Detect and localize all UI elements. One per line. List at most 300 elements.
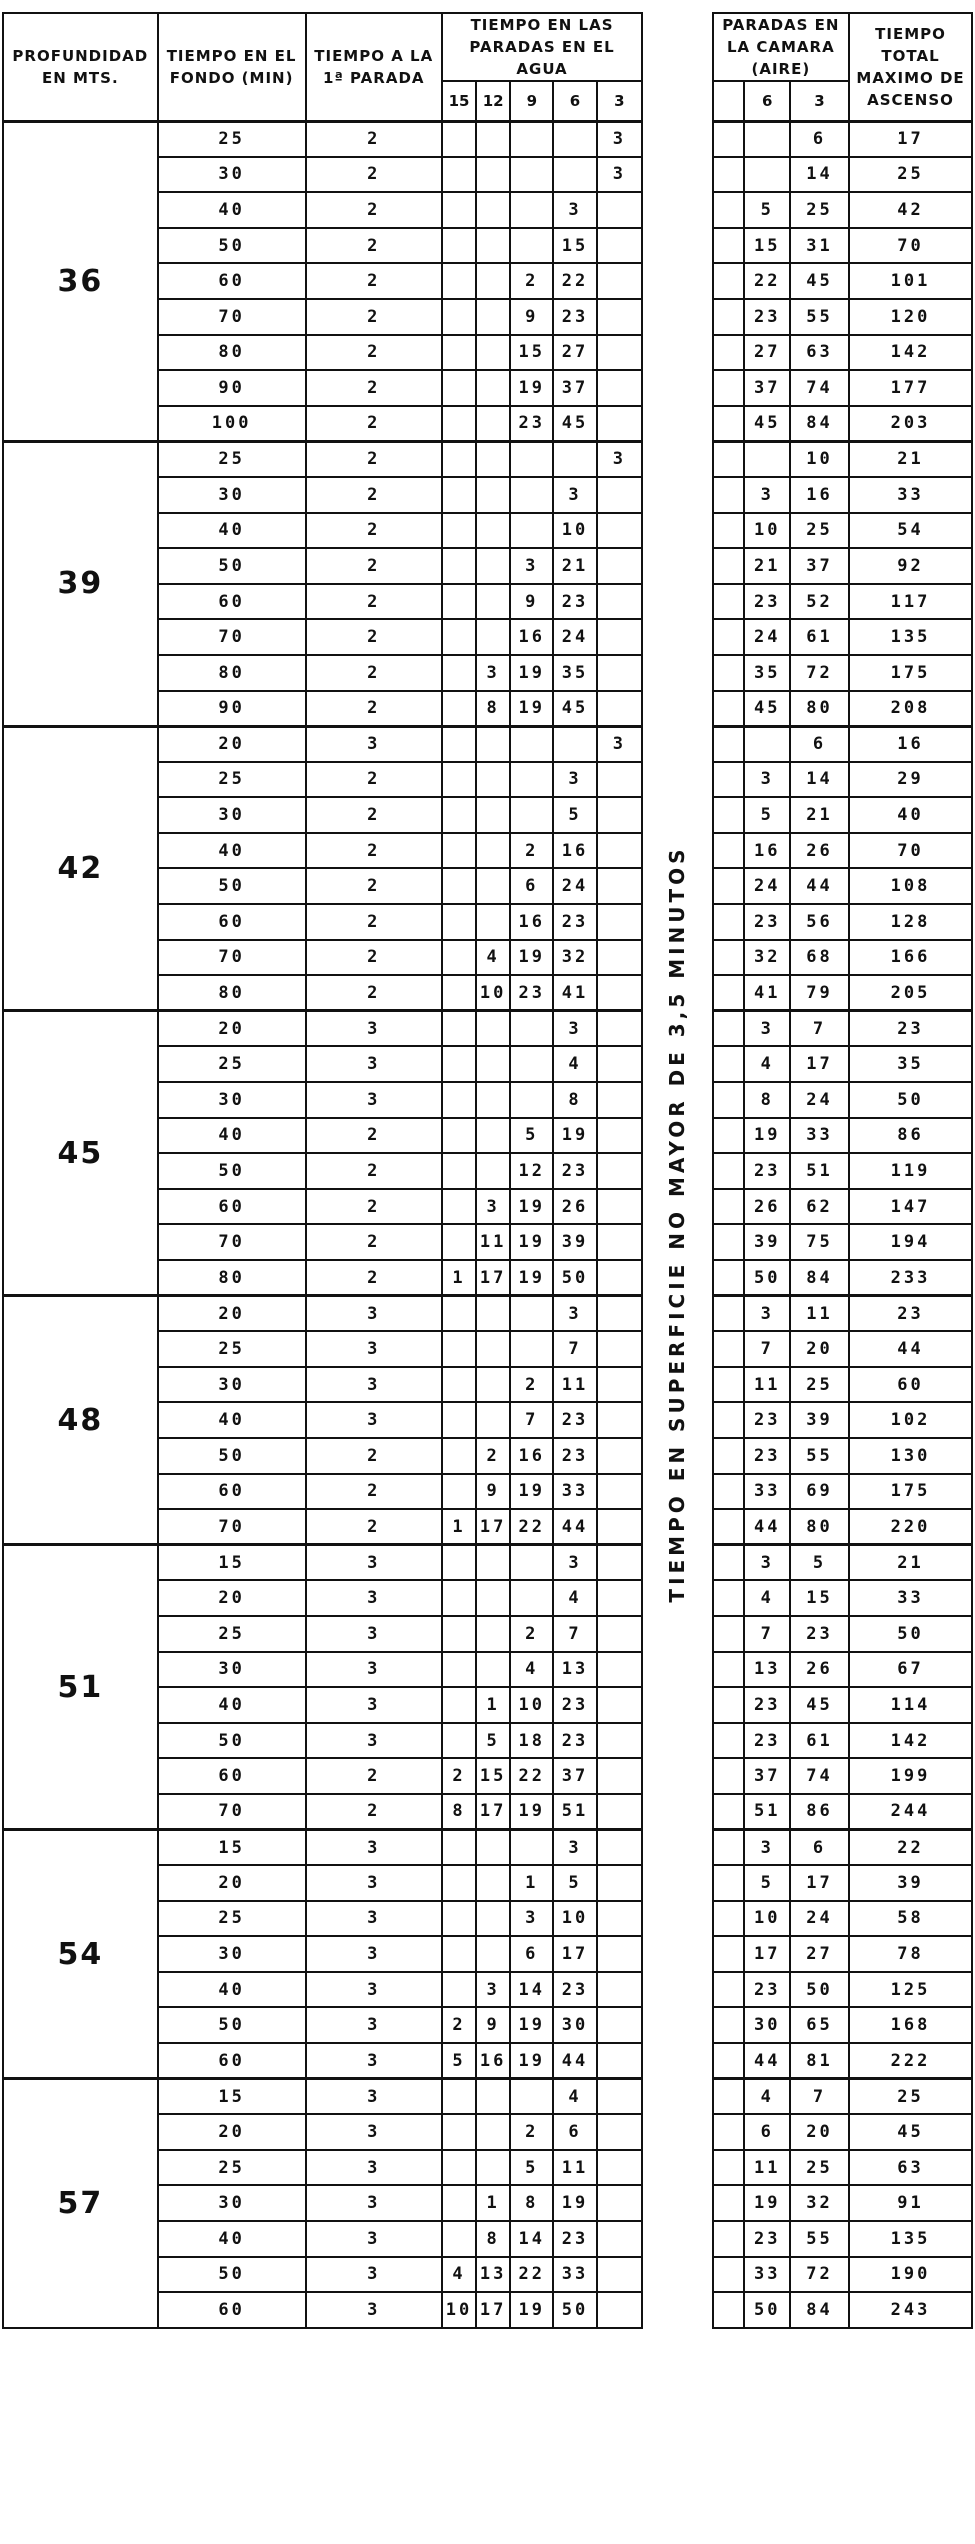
chamber-stop-cell: 55 [790,299,849,335]
bottom-time-cell: 40 [158,2221,306,2257]
water-stop-cell: 18 [510,1723,553,1759]
chamber-stop-cell: 5 [744,1865,789,1901]
total-time-cell: 60 [849,1367,972,1403]
total-time-cell: 45 [849,2114,972,2150]
time-first-stop-cell: 2 [306,833,442,869]
water-stop-cell [476,513,510,549]
total-time-cell: 33 [849,1580,972,1616]
water-stop-cell [597,263,643,299]
chamber-stop-cell: 11 [744,1367,789,1403]
bottom-time-cell: 60 [158,2292,306,2328]
water-stop-cell [442,1474,476,1510]
total-time-cell: 92 [849,548,972,584]
chamber-spacer-cell [713,2257,745,2293]
water-stop-cell [597,619,643,655]
water-stop-cell [442,335,476,371]
water-stop-cell: 2 [442,1758,476,1794]
chamber-stop-cell: 5 [744,797,789,833]
bottom-time-cell: 60 [158,2043,306,2079]
water-stop-cell: 22 [510,1758,553,1794]
time-first-stop-cell: 2 [306,157,442,193]
chamber-spacer-cell [713,2221,745,2257]
chamber-stop-cell: 61 [790,1723,849,1759]
total-time-cell: 67 [849,1652,972,1688]
water-stop-cell: 23 [553,904,596,940]
bottom-time-cell: 30 [158,2185,306,2221]
header-stop-depth: 15 [442,81,476,121]
total-time-cell: 244 [849,1794,972,1830]
water-stop-cell [510,441,553,477]
total-time-cell: 175 [849,1474,972,1510]
water-stop-cell: 22 [510,2257,553,2293]
water-stop-cell: 8 [476,2221,510,2257]
chamber-stop-cell: 33 [790,1118,849,1154]
water-stop-cell [510,1545,553,1581]
time-first-stop-cell: 3 [306,1936,442,1972]
chamber-spacer-cell [713,2292,745,2328]
water-stop-cell: 2 [510,1367,553,1403]
water-stop-cell [476,2150,510,2186]
water-stop-cell: 11 [553,1367,596,1403]
table-row [3,2079,972,2115]
chamber-stop-cell: 23 [744,584,789,620]
water-stop-cell [597,1474,643,1510]
water-stop-cell: 1 [476,1687,510,1723]
time-first-stop-cell: 3 [306,2221,442,2257]
water-stop-cell: 37 [553,370,596,406]
time-first-stop-cell: 2 [306,335,442,371]
water-stop-cell [476,868,510,904]
chamber-spacer-cell [713,1367,745,1403]
table-row [3,1011,972,1047]
chamber-stop-cell: 24 [744,619,789,655]
water-stop-cell [597,2257,643,2293]
water-stop-cell [476,1901,510,1937]
water-stop-cell [597,2007,643,2043]
water-stop-cell [442,691,476,727]
bottom-time-cell: 25 [158,121,306,157]
water-stop-cell: 3 [553,1830,596,1866]
water-stop-cell [442,1830,476,1866]
water-stop-cell: 3 [553,192,596,228]
water-stop-cell [442,1438,476,1474]
total-time-cell: 205 [849,975,972,1011]
bottom-time-cell: 50 [158,1723,306,1759]
water-stop-cell [442,192,476,228]
water-stop-cell [553,726,596,762]
chamber-stop-cell: 20 [790,1331,849,1367]
chamber-stop-cell: 15 [744,228,789,264]
time-first-stop-cell: 2 [306,691,442,727]
water-stop-cell: 12 [510,1153,553,1189]
time-first-stop-cell: 2 [306,655,442,691]
water-stop-cell [597,2221,643,2257]
chamber-stop-cell: 39 [790,1402,849,1438]
water-stop-cell [510,1046,553,1082]
depth-cell: 36 [3,121,158,441]
bottom-time-cell: 30 [158,477,306,513]
water-stop-cell [442,1687,476,1723]
water-stop-cell: 26 [553,1189,596,1225]
water-stop-cell [510,157,553,193]
water-stop-cell: 19 [510,940,553,976]
chamber-spacer-cell [713,157,745,193]
water-stop-cell [442,726,476,762]
chamber-stop-cell: 7 [744,1616,789,1652]
water-stop-cell [476,228,510,264]
header-stop-depth: 3 [597,81,643,121]
time-first-stop-cell: 2 [306,797,442,833]
chamber-stop-cell: 45 [744,691,789,727]
time-first-stop-cell: 3 [306,1865,442,1901]
chamber-spacer-cell [713,691,745,727]
water-stop-cell: 10 [553,513,596,549]
total-time-cell: 117 [849,584,972,620]
water-stop-cell: 7 [510,1402,553,1438]
water-stop-cell [597,513,643,549]
chamber-spacer-cell [713,2043,745,2079]
chamber-spacer-cell [713,1509,745,1545]
water-stop-cell: 10 [442,2292,476,2328]
chamber-spacer-cell [713,1758,745,1794]
water-stop-cell: 3 [476,1972,510,2008]
chamber-stop-cell: 10 [744,513,789,549]
water-stop-cell: 1 [510,1865,553,1901]
chamber-spacer-cell [713,1331,745,1367]
chamber-stop-cell: 55 [790,2221,849,2257]
chamber-spacer-cell [713,1687,745,1723]
water-stop-cell [597,1972,643,2008]
water-stop-cell [476,833,510,869]
chamber-stop-cell: 37 [744,1758,789,1794]
time-first-stop-cell: 3 [306,1616,442,1652]
water-stop-cell [510,1830,553,1866]
bottom-time-cell: 25 [158,441,306,477]
chamber-stop-cell: 79 [790,975,849,1011]
water-stop-cell: 5 [553,1865,596,1901]
chamber-stop-cell: 37 [790,548,849,584]
chamber-stop-cell: 5 [790,1545,849,1581]
water-stop-cell: 17 [553,1936,596,1972]
table-row [3,726,972,762]
water-stop-cell: 17 [476,2292,510,2328]
water-stop-cell: 32 [553,940,596,976]
total-time-cell: 108 [849,868,972,904]
bottom-time-cell: 80 [158,975,306,1011]
water-stop-cell: 5 [553,797,596,833]
bottom-time-cell: 25 [158,1901,306,1937]
water-stop-cell [597,1758,643,1794]
water-stop-cell: 41 [553,975,596,1011]
chamber-stop-cell: 35 [744,655,789,691]
chamber-stop-cell: 23 [744,1402,789,1438]
time-first-stop-cell: 3 [306,1046,442,1082]
header-stop-depth: 6 [553,81,596,121]
total-time-cell: 194 [849,1224,972,1260]
chamber-stop-cell: 19 [744,1118,789,1154]
water-stop-cell: 15 [476,1758,510,1794]
chamber-stop-cell: 7 [744,1331,789,1367]
bottom-time-cell: 30 [158,157,306,193]
chamber-spacer-cell [713,2185,745,2221]
water-stop-cell [597,1331,643,1367]
water-stop-cell: 16 [510,1438,553,1474]
water-stop-cell [510,797,553,833]
bottom-time-cell: 40 [158,1402,306,1438]
header-bottom-time: TIEMPO EN EL FONDO (MIN) [158,13,306,121]
time-first-stop-cell: 3 [306,1830,442,1866]
header-depth: PROFUNDIDAD EN MTS. [3,13,158,121]
chamber-stop-cell: 26 [790,833,849,869]
water-stop-cell [597,1046,643,1082]
chamber-stop-cell: 63 [790,335,849,371]
water-stop-cell: 19 [510,2292,553,2328]
water-stop-cell: 3 [476,1189,510,1225]
total-time-cell: 120 [849,299,972,335]
time-first-stop-cell: 2 [306,584,442,620]
water-stop-cell: 4 [510,1652,553,1688]
chamber-stop-cell: 5 [744,192,789,228]
water-stop-cell: 2 [510,1616,553,1652]
bottom-time-cell: 40 [158,1687,306,1723]
water-stop-cell [442,797,476,833]
chamber-stop-cell [744,441,789,477]
water-stop-cell [597,1865,643,1901]
water-stop-cell: 6 [553,2114,596,2150]
water-stop-cell [597,1545,643,1581]
time-first-stop-cell: 3 [306,1580,442,1616]
bottom-time-cell: 30 [158,1936,306,1972]
water-stop-cell [442,370,476,406]
water-stop-cell [597,1794,643,1830]
water-stop-cell: 2 [510,263,553,299]
depth-cell: 42 [3,726,158,1011]
water-stop-cell: 3 [553,1011,596,1047]
water-stop-cell: 3 [597,441,643,477]
time-first-stop-cell: 3 [306,2079,442,2115]
water-stop-cell [597,228,643,264]
total-time-cell: 86 [849,1118,972,1154]
water-stop-cell [442,1580,476,1616]
bottom-time-cell: 50 [158,548,306,584]
chamber-spacer-cell [713,1224,745,1260]
total-time-cell: 177 [849,370,972,406]
chamber-spacer-cell [713,2079,745,2115]
bottom-time-cell: 30 [158,797,306,833]
time-first-stop-cell: 2 [306,619,442,655]
water-stop-cell: 6 [510,868,553,904]
water-stop-cell [597,2043,643,2079]
total-time-cell: 208 [849,691,972,727]
water-stop-cell: 27 [553,335,596,371]
time-first-stop-cell: 2 [306,192,442,228]
bottom-time-cell: 50 [158,2007,306,2043]
bottom-time-cell: 50 [158,2257,306,2293]
bottom-time-cell: 70 [158,1794,306,1830]
water-stop-cell: 21 [553,548,596,584]
chamber-stop-cell: 3 [744,1296,789,1332]
chamber-spacer-cell [713,1046,745,1082]
water-stop-cell: 19 [510,1474,553,1510]
time-first-stop-cell: 2 [306,1260,442,1296]
water-stop-cell [597,1901,643,1937]
chamber-stop-cell: 55 [790,1438,849,1474]
chamber-spacer-cell [713,263,745,299]
header-chamber-depth: 3 [790,81,849,121]
water-stop-cell: 3 [476,655,510,691]
time-first-stop-cell: 3 [306,1011,442,1047]
water-stop-cell: 23 [553,299,596,335]
water-stop-cell [597,940,643,976]
chamber-stop-cell: 56 [790,904,849,940]
time-first-stop-cell: 2 [306,1509,442,1545]
time-first-stop-cell: 2 [306,1153,442,1189]
water-stop-cell [553,121,596,157]
bottom-time-cell: 15 [158,1545,306,1581]
chamber-stop-cell: 41 [744,975,789,1011]
chamber-spacer-cell [713,1153,745,1189]
bottom-time-cell: 25 [158,1046,306,1082]
time-first-stop-cell: 3 [306,2185,442,2221]
bottom-time-cell: 50 [158,868,306,904]
header-chamber-spacer [713,81,745,121]
water-stop-cell: 51 [553,1794,596,1830]
total-time-cell: 70 [849,833,972,869]
total-time-cell: 190 [849,2257,972,2293]
time-first-stop-cell: 3 [306,2257,442,2293]
water-stop-cell [442,619,476,655]
total-time-cell: 29 [849,762,972,798]
chamber-stop-cell: 72 [790,2257,849,2293]
bottom-time-cell: 60 [158,584,306,620]
water-stop-cell [476,1046,510,1082]
total-time-cell: 175 [849,655,972,691]
chamber-spacer-cell [713,1402,745,1438]
water-stop-cell [476,157,510,193]
bottom-time-cell: 30 [158,1082,306,1118]
water-stop-cell: 24 [553,868,596,904]
chamber-stop-cell: 26 [744,1189,789,1225]
total-time-cell: 243 [849,2292,972,2328]
water-stop-cell: 3 [597,157,643,193]
header-time-first-stop: TIEMPO A LA 1ª PARADA [306,13,442,121]
total-time-cell: 135 [849,2221,972,2257]
water-stop-cell: 3 [553,762,596,798]
chamber-spacer-cell [713,1118,745,1154]
total-time-cell: 33 [849,477,972,513]
water-stop-cell: 9 [510,584,553,620]
water-stop-cell [510,1296,553,1332]
water-stop-cell [476,1865,510,1901]
water-stop-cell: 16 [510,619,553,655]
water-stop-cell [476,441,510,477]
water-stop-cell [442,1082,476,1118]
table-row [3,441,972,477]
depth-cell: 48 [3,1296,158,1545]
table-row [3,1830,972,1866]
table-row [3,1296,972,1332]
water-stop-cell [442,1118,476,1154]
chamber-spacer-cell [713,370,745,406]
water-stop-cell [476,1331,510,1367]
water-stop-cell: 15 [510,335,553,371]
water-stop-cell: 11 [553,2150,596,2186]
water-stop-cell [442,2114,476,2150]
bottom-time-cell: 70 [158,940,306,976]
time-first-stop-cell: 3 [306,1687,442,1723]
water-stop-cell [442,263,476,299]
water-stop-cell [442,121,476,157]
water-stop-cell: 5 [510,1118,553,1154]
water-stop-cell: 13 [476,2257,510,2293]
time-first-stop-cell: 2 [306,1189,442,1225]
water-stop-cell [597,797,643,833]
water-stop-cell [476,584,510,620]
chamber-stop-cell: 86 [790,1794,849,1830]
water-stop-cell [476,2079,510,2115]
water-stop-cell [476,370,510,406]
water-stop-cell [510,513,553,549]
total-time-cell: 222 [849,2043,972,2079]
chamber-stop-cell: 61 [790,619,849,655]
chamber-stop-cell: 50 [744,1260,789,1296]
bottom-time-cell: 90 [158,691,306,727]
water-stop-cell [510,1011,553,1047]
water-stop-cell [476,762,510,798]
water-stop-cell [597,1509,643,1545]
chamber-spacer-cell [713,228,745,264]
bottom-time-cell: 70 [158,619,306,655]
water-stop-cell [442,1296,476,1332]
chamber-stop-cell: 17 [744,1936,789,1972]
table-body [3,121,972,2328]
water-stop-cell [510,228,553,264]
water-stop-cell [597,1402,643,1438]
chamber-spacer-cell [713,1972,745,2008]
water-stop-cell: 39 [553,1224,596,1260]
chamber-spacer-cell [713,619,745,655]
chamber-stop-cell: 27 [744,335,789,371]
water-stop-cell: 45 [553,691,596,727]
time-first-stop-cell: 2 [306,1474,442,1510]
chamber-spacer-cell [713,1474,745,1510]
water-stop-cell [510,121,553,157]
water-stop-cell [597,1830,643,1866]
chamber-stop-cell: 62 [790,1189,849,1225]
chamber-stop-cell: 24 [790,1082,849,1118]
water-stop-cell: 10 [476,975,510,1011]
time-first-stop-cell: 2 [306,1118,442,1154]
bottom-time-cell: 60 [158,1758,306,1794]
water-stop-cell: 23 [553,1438,596,1474]
time-first-stop-cell: 2 [306,370,442,406]
water-stop-cell [597,2185,643,2221]
header-water-stops: TIEMPO EN LAS PARADAS EN EL AGUA [442,13,642,81]
bottom-time-cell: 60 [158,1474,306,1510]
depth-cell: 54 [3,1830,158,2079]
chamber-stop-cell: 80 [790,691,849,727]
water-stop-cell: 44 [553,1509,596,1545]
water-stop-cell [476,1545,510,1581]
water-stop-cell: 3 [553,477,596,513]
water-stop-cell [442,655,476,691]
total-time-cell: 23 [849,1011,972,1047]
water-stop-cell [510,1580,553,1616]
water-stop-cell: 23 [553,1153,596,1189]
bottom-time-cell: 70 [158,1509,306,1545]
chamber-stop-cell: 52 [790,584,849,620]
time-first-stop-cell: 3 [306,726,442,762]
